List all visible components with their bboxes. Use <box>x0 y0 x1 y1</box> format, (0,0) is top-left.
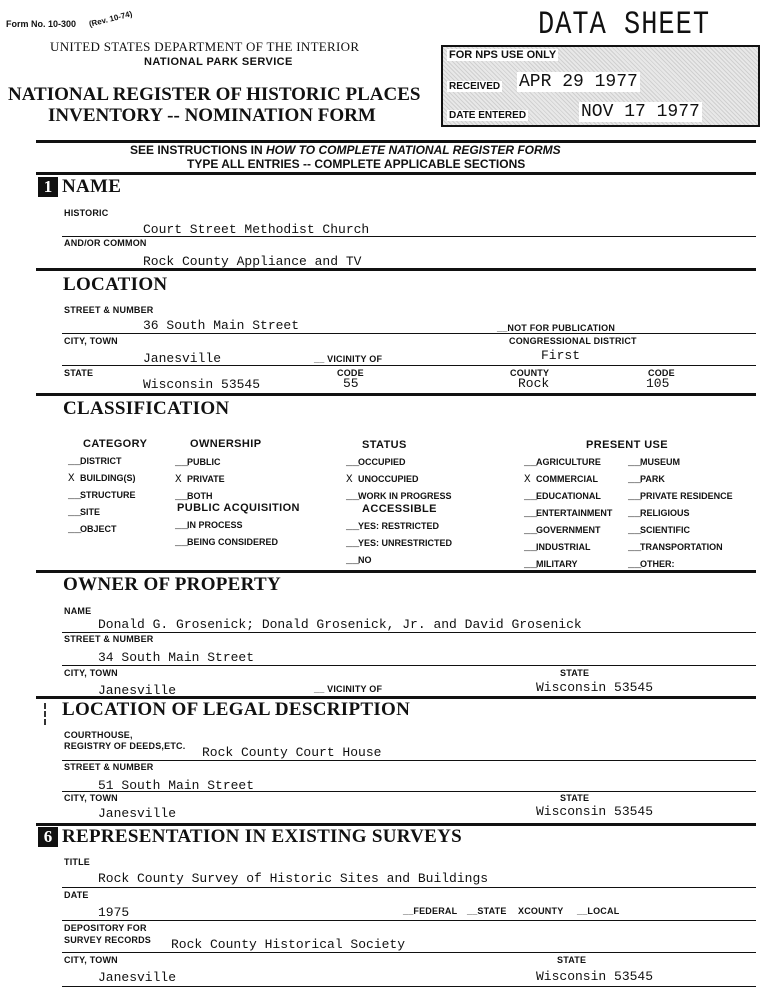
present-use-left-list <box>524 454 612 573</box>
category-option-label: OBJECT <box>80 524 117 534</box>
location-street-underline <box>62 333 756 334</box>
survey-city-label: CITY, TOWN <box>64 955 118 965</box>
ownership-option-label: BOTH <box>187 491 213 501</box>
present-use-option[interactable] <box>524 454 612 471</box>
present-use-option-label: COMMERCIAL <box>536 474 598 484</box>
accessible-head: ACCESSIBLE <box>362 503 437 515</box>
present-use-option[interactable] <box>628 471 733 488</box>
status-option[interactable] <box>346 471 452 488</box>
category-checkmark[interactable]: X <box>68 473 75 485</box>
category-option[interactable] <box>68 453 136 470</box>
present-use-checkmark[interactable]: __ <box>628 474 642 486</box>
classification-section-divider <box>36 570 756 573</box>
present-use-option[interactable] <box>524 539 612 556</box>
present-use-checkmark[interactable]: __ <box>524 559 538 571</box>
nps-received-label: RECEIVED <box>449 81 501 92</box>
present-use-option-label: AGRICULTURE <box>536 457 601 467</box>
ownership-checkmark[interactable]: __ <box>175 457 189 469</box>
location-city-label: CITY, TOWN <box>64 336 118 346</box>
status-checkmark[interactable]: X <box>346 474 353 486</box>
category-option[interactable] <box>68 487 136 504</box>
accessible-option-label: YES: RESTRICTED <box>358 521 440 531</box>
nps-box-title: FOR NPS USE ONLY <box>449 49 557 61</box>
ownership-option[interactable] <box>175 471 225 488</box>
ownership-column-head: OWNERSHIP <box>190 438 262 450</box>
service-name: NATIONAL PARK SERVICE <box>144 56 293 68</box>
present-use-option-label: PARK <box>640 474 665 484</box>
present-use-column-head: PRESENT USE <box>586 439 669 451</box>
survey-title-label: TITLE <box>64 857 90 867</box>
nps-entered-stamp: NOV 17 1977 <box>581 102 700 122</box>
present-use-option-label: INDUSTRIAL <box>536 542 591 552</box>
present-use-option[interactable] <box>628 488 733 505</box>
category-option-label: STRUCTURE <box>80 490 136 500</box>
depository-label-line1: DEPOSITORY FOR <box>64 923 147 933</box>
present-use-option-label: ENTERTAINMENT <box>536 508 613 518</box>
status-option[interactable] <box>346 454 452 471</box>
public-acquisition-list <box>175 517 278 551</box>
section-1-badge: 1 <box>38 177 58 197</box>
form-revision: (Rev. 10-74) <box>88 9 134 29</box>
legal-state-label: STATE <box>560 793 590 803</box>
survey-state-label: STATE <box>557 955 587 965</box>
public-acquisition-checkmark[interactable]: __ <box>175 537 189 549</box>
accessible-option[interactable] <box>346 535 452 552</box>
nps-received-stamp: APR 29 1977 <box>519 72 638 92</box>
legal-street-value: 51 South Main Street <box>98 778 255 793</box>
instructions-italic: HOW TO COMPLETE NATIONAL REGISTER FORMS <box>266 143 561 157</box>
present-use-checkmark[interactable]: __ <box>628 525 642 537</box>
status-checkmark[interactable]: __ <box>346 491 360 503</box>
present-use-checkmark[interactable]: __ <box>524 525 538 537</box>
common-name-label: AND/OR COMMON <box>64 238 147 248</box>
status-checkmark[interactable]: __ <box>346 457 360 469</box>
public-acquisition-head: PUBLIC ACQUISITION <box>177 502 300 514</box>
historic-label: HISTORIC <box>64 208 109 218</box>
owner-state-label: STATE <box>560 668 590 678</box>
category-checkmark[interactable]: __ <box>68 524 82 536</box>
category-option[interactable] <box>68 470 136 487</box>
location-vicinity: __ VICINITY OF <box>314 354 383 364</box>
form-title-line1: NATIONAL REGISTER OF HISTORIC PLACES <box>8 84 421 105</box>
present-use-option-label: RELIGIOUS <box>640 508 690 518</box>
owner-name-underline <box>62 632 756 633</box>
ownership-option-label: PRIVATE <box>187 474 225 484</box>
present-use-option[interactable] <box>628 539 733 556</box>
legal-street-label: STREET & NUMBER <box>64 762 154 772</box>
survey-title-underline <box>62 887 756 888</box>
category-option[interactable] <box>68 504 136 521</box>
owner-vicinity: __ VICINITY OF <box>314 684 383 694</box>
county-code-value: 105 <box>646 376 670 391</box>
ownership-checkmark[interactable]: __ <box>175 491 189 503</box>
courthouse-label-line1: COURTHOUSE, <box>64 730 133 740</box>
courthouse-underline <box>62 760 756 761</box>
present-use-option-label: PRIVATE RESIDENCE <box>640 491 733 501</box>
present-use-option[interactable] <box>628 454 733 471</box>
location-street-label: STREET & NUMBER <box>64 305 154 315</box>
legal-state-value: Wisconsin 53545 <box>536 804 654 819</box>
present-use-checkmark[interactable]: __ <box>628 457 642 469</box>
present-use-option[interactable] <box>524 522 612 539</box>
status-option-label: OCCUPIED <box>358 457 406 467</box>
owner-street-label: STREET & NUMBER <box>64 634 154 644</box>
present-use-option-label: EDUCATIONAL <box>536 491 601 501</box>
accessible-checkmark[interactable]: __ <box>346 555 360 567</box>
owner-name-label: NAME <box>64 606 92 616</box>
survey-federal: __FEDERAL <box>403 906 458 916</box>
present-use-right-list <box>628 454 733 573</box>
instructions-prefix: SEE INSTRUCTIONS IN <box>130 143 267 157</box>
present-use-option-label: GOVERNMENT <box>536 525 601 535</box>
public-acquisition-checkmark[interactable]: __ <box>175 520 189 532</box>
margin-mark <box>44 703 48 725</box>
present-use-checkmark[interactable]: X <box>524 474 531 486</box>
present-use-option[interactable] <box>628 505 733 522</box>
instructions-line1 <box>130 143 561 157</box>
survey-city-value: Janesville <box>98 970 177 985</box>
present-use-option[interactable] <box>524 471 612 488</box>
survey-date-value: 1975 <box>98 905 130 920</box>
category-option-label: DISTRICT <box>80 456 122 466</box>
survey-state-value: Wisconsin 53545 <box>536 969 654 984</box>
classification-section-title: CLASSIFICATION <box>63 398 230 419</box>
public-acquisition-option-label: IN PROCESS <box>187 520 243 530</box>
owner-state-value: Wisconsin 53545 <box>536 680 654 695</box>
present-use-checkmark[interactable]: __ <box>524 508 538 520</box>
data-sheet-stamp: DATA SHEET <box>538 8 711 44</box>
present-use-checkmark[interactable]: __ <box>628 508 642 520</box>
survey-date-underline <box>62 920 756 921</box>
owner-city-label: CITY, TOWN <box>64 668 118 678</box>
accessible-checkmark[interactable]: __ <box>346 538 360 550</box>
courthouse-label-line2: REGISTRY OF DEEDS,ETC. <box>64 741 186 751</box>
present-use-checkmark[interactable]: __ <box>524 457 538 469</box>
depository-underline <box>62 952 756 953</box>
public-acquisition-option-label: BEING CONSIDERED <box>187 537 279 547</box>
nps-use-only-box <box>441 45 760 127</box>
present-use-checkmark[interactable]: __ <box>628 491 642 503</box>
section-6-badge: 6 <box>38 827 58 847</box>
name-section-title: NAME <box>62 176 122 197</box>
legal-street-underline <box>62 791 756 792</box>
accessible-option[interactable] <box>346 552 452 569</box>
status-option-label: UNOCCUPIED <box>358 474 419 484</box>
present-use-option-label: MUSEUM <box>640 457 680 467</box>
present-use-option[interactable] <box>628 522 733 539</box>
nps-entered-label: DATE ENTERED <box>449 110 527 121</box>
surveys-section-title: REPRESENTATION IN EXISTING SURVEYS <box>62 826 463 847</box>
survey-city-underline <box>62 986 756 987</box>
survey-local: __LOCAL <box>577 906 620 916</box>
legal-city-label: CITY, TOWN <box>64 793 118 803</box>
owner-section-title: OWNER OF PROPERTY <box>63 574 282 595</box>
depository-value: Rock County Historical Society <box>171 937 406 952</box>
category-option-label: BUILDING(S) <box>80 473 136 483</box>
state-code-label: CODE <box>337 368 364 378</box>
present-use-option-label: TRANSPORTATION <box>640 542 723 552</box>
category-column-head: CATEGORY <box>83 438 148 450</box>
name-section-divider <box>36 268 756 271</box>
common-name-value: Rock County Appliance and TV <box>143 254 362 269</box>
form-number: Form No. 10-300 <box>6 19 77 29</box>
present-use-option[interactable] <box>524 505 612 522</box>
survey-state: __STATE <box>467 906 507 916</box>
county-label: COUNTY <box>510 368 550 378</box>
location-state-value: Wisconsin 53545 <box>143 377 261 392</box>
present-use-option-label: MILITARY <box>536 559 578 569</box>
location-city-underline <box>62 365 756 366</box>
courthouse-value: Rock County Court House <box>202 745 382 760</box>
status-option-label: WORK IN PROGRESS <box>358 491 452 501</box>
present-use-option[interactable] <box>524 488 612 505</box>
accessible-option-label: YES: UNRESTRICTED <box>358 538 453 548</box>
ownership-list <box>175 454 225 505</box>
legal-section-title: LOCATION OF LEGAL DESCRIPTION <box>62 699 411 720</box>
accessible-option-label: NO <box>358 555 372 565</box>
location-state-label: STATE <box>64 368 94 378</box>
category-checkmark[interactable]: __ <box>68 490 82 502</box>
ownership-option[interactable] <box>175 454 225 471</box>
category-option[interactable] <box>68 521 136 538</box>
form-title-line2: INVENTORY -- NOMINATION FORM <box>48 105 376 126</box>
survey-title-value: Rock County Survey of Historic Sites and Buildings <box>98 871 489 886</box>
present-use-option-label: OTHER: <box>640 559 675 569</box>
depository-label-line2: SURVEY RECORDS <box>64 935 151 945</box>
department-name: UNITED STATES DEPARTMENT OF THE INTERIOR <box>50 39 360 54</box>
location-section-title: LOCATION <box>63 274 168 295</box>
historic-name-value: Court Street Methodist Church <box>143 222 370 237</box>
historic-underline <box>62 236 756 237</box>
category-option-label: SITE <box>80 507 101 517</box>
location-street-value: 36 South Main Street <box>143 318 300 333</box>
not-for-publication: __NOT FOR PUBLICATION <box>497 323 616 333</box>
survey-date-label: DATE <box>64 890 89 900</box>
present-use-checkmark[interactable]: __ <box>524 491 538 503</box>
public-acquisition-option[interactable] <box>175 517 278 534</box>
county-value: Rock <box>518 376 550 391</box>
state-code-value: 55 <box>343 376 359 391</box>
instructions-divider <box>36 172 756 175</box>
category-checkmark[interactable]: __ <box>68 507 82 519</box>
accessible-checkmark[interactable]: __ <box>346 521 360 533</box>
owner-street-value: 34 South Main Street <box>98 650 255 665</box>
location-city-value: Janesville <box>143 351 222 366</box>
ownership-checkmark[interactable]: X <box>175 474 182 486</box>
status-list <box>346 454 452 505</box>
congressional-district-value: First <box>541 348 581 363</box>
location-section-divider <box>36 393 756 396</box>
owner-street-underline <box>62 665 756 666</box>
accessible-list <box>346 518 452 569</box>
present-use-checkmark[interactable]: __ <box>524 542 538 554</box>
public-acquisition-option[interactable] <box>175 534 278 551</box>
accessible-option[interactable] <box>346 518 452 535</box>
status-column-head: STATUS <box>362 439 407 451</box>
present-use-option-label: SCIENTIFIC <box>640 525 691 535</box>
ownership-option-label: PUBLIC <box>187 457 221 467</box>
owner-city-value: Janesville <box>98 683 177 698</box>
category-checkmark[interactable]: __ <box>68 456 82 468</box>
present-use-checkmark[interactable]: __ <box>628 542 642 554</box>
survey-county: XCOUNTY <box>518 906 564 916</box>
county-code-label: CODE <box>648 368 675 378</box>
instructions-line2: TYPE ALL ENTRIES -- COMPLETE APPLICABLE SECTIONS <box>187 157 526 171</box>
congressional-district-label: CONGRESSIONAL DISTRICT <box>509 336 637 346</box>
owner-name-value: Donald G. Grosenick; Donald Grosenick, Jr. and David Grosenick <box>98 617 582 632</box>
category-list <box>68 453 136 538</box>
present-use-checkmark[interactable]: __ <box>628 559 642 571</box>
legal-city-value: Janesville <box>98 806 177 821</box>
